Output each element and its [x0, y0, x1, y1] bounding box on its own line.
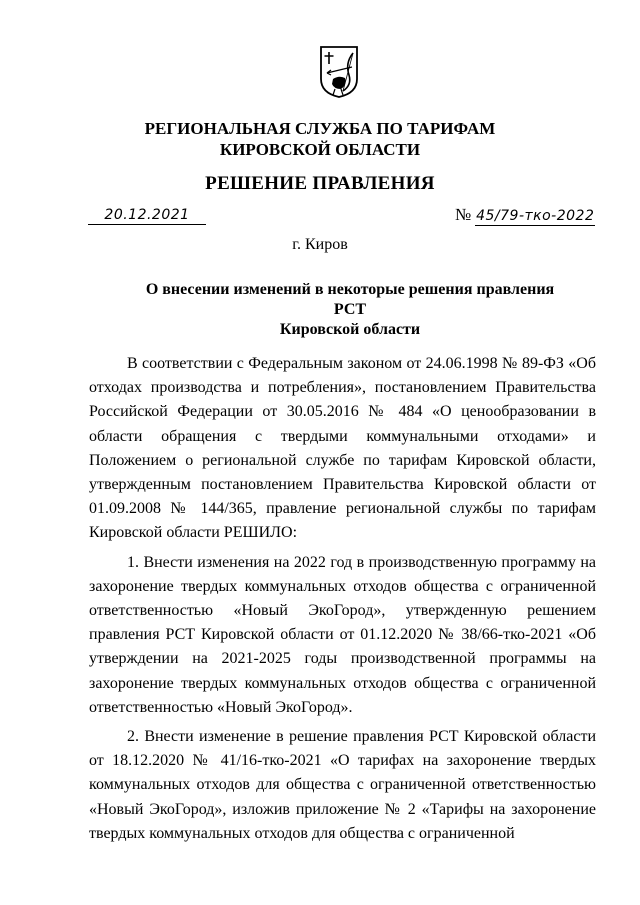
item-2-paragraph: 2. Внести изменение в решение правления РСТ Кировской области от 18.12.2020 № 41/16-тко-2021 «О тарифах на захоронение твердых коммунальных отходов для общества с ограниченной ответственностью «Новый ЭкоГород», изложив приложение № 2 «Тарифы на захоронение твердых коммунальных отходов для общества с ограниченной: [89, 728, 596, 842]
city: г. Киров: [292, 236, 348, 253]
item-1-paragraph: 1. Внести изменения на 2022 год в производственную программу на захоронение твердых коммунальных отходов общества с ограниченной ответственностью «Новый ЭкоГород», утвержденную решением правления РСТ Кировской области от 01.12.2020 № 38/66-тко-2021 «Об утверждении на 2021-2025 годы производственной программы на захоронение твердых коммунальных отходов общества с ограниченной ответственностью «Новый ЭкоГород».: [89, 553, 596, 716]
decision-number-line: [455, 205, 595, 226]
number-sign: №: [455, 205, 472, 224]
document-type-title: РЕШЕНИЕ ПРАВЛЕНИЯ: [205, 173, 435, 194]
subject-line1: О внесении изменений в некоторые решения правления РСТ: [145, 281, 555, 318]
preamble-paragraph: В соответствии с Федеральным законом от 24.06.1998 № 89-ФЗ «Об отходах производства и потребления», постановлением Правительства Российской Федерации от 30.05.2016 № 484 «О ценообразовании в области обращения с твердыми коммунальными отходами» и Положением о региональной службе по тарифам Кировской области, утвержденным постановлением Правительства Кировской области от 01.09.2008 № 144/365, правление региональной службы по тарифам Кировской области РЕШИЛО:: [89, 355, 596, 542]
kirov-coat-of-arms-icon: [319, 45, 359, 99]
decision-subject: [130, 280, 570, 340]
organization-name-line2: КИРОВСКОЙ ОБЛАСТИ: [219, 140, 421, 159]
document-body: [89, 352, 596, 846]
decision-date: 20.12.2021: [88, 207, 206, 225]
decision-number: 45/79-тко-2022: [476, 208, 595, 224]
organization-name-line1: РЕГИОНАЛЬНАЯ СЛУЖБА ПО ТАРИФАМ: [144, 119, 496, 138]
subject-line2: Кировской области: [279, 321, 421, 338]
